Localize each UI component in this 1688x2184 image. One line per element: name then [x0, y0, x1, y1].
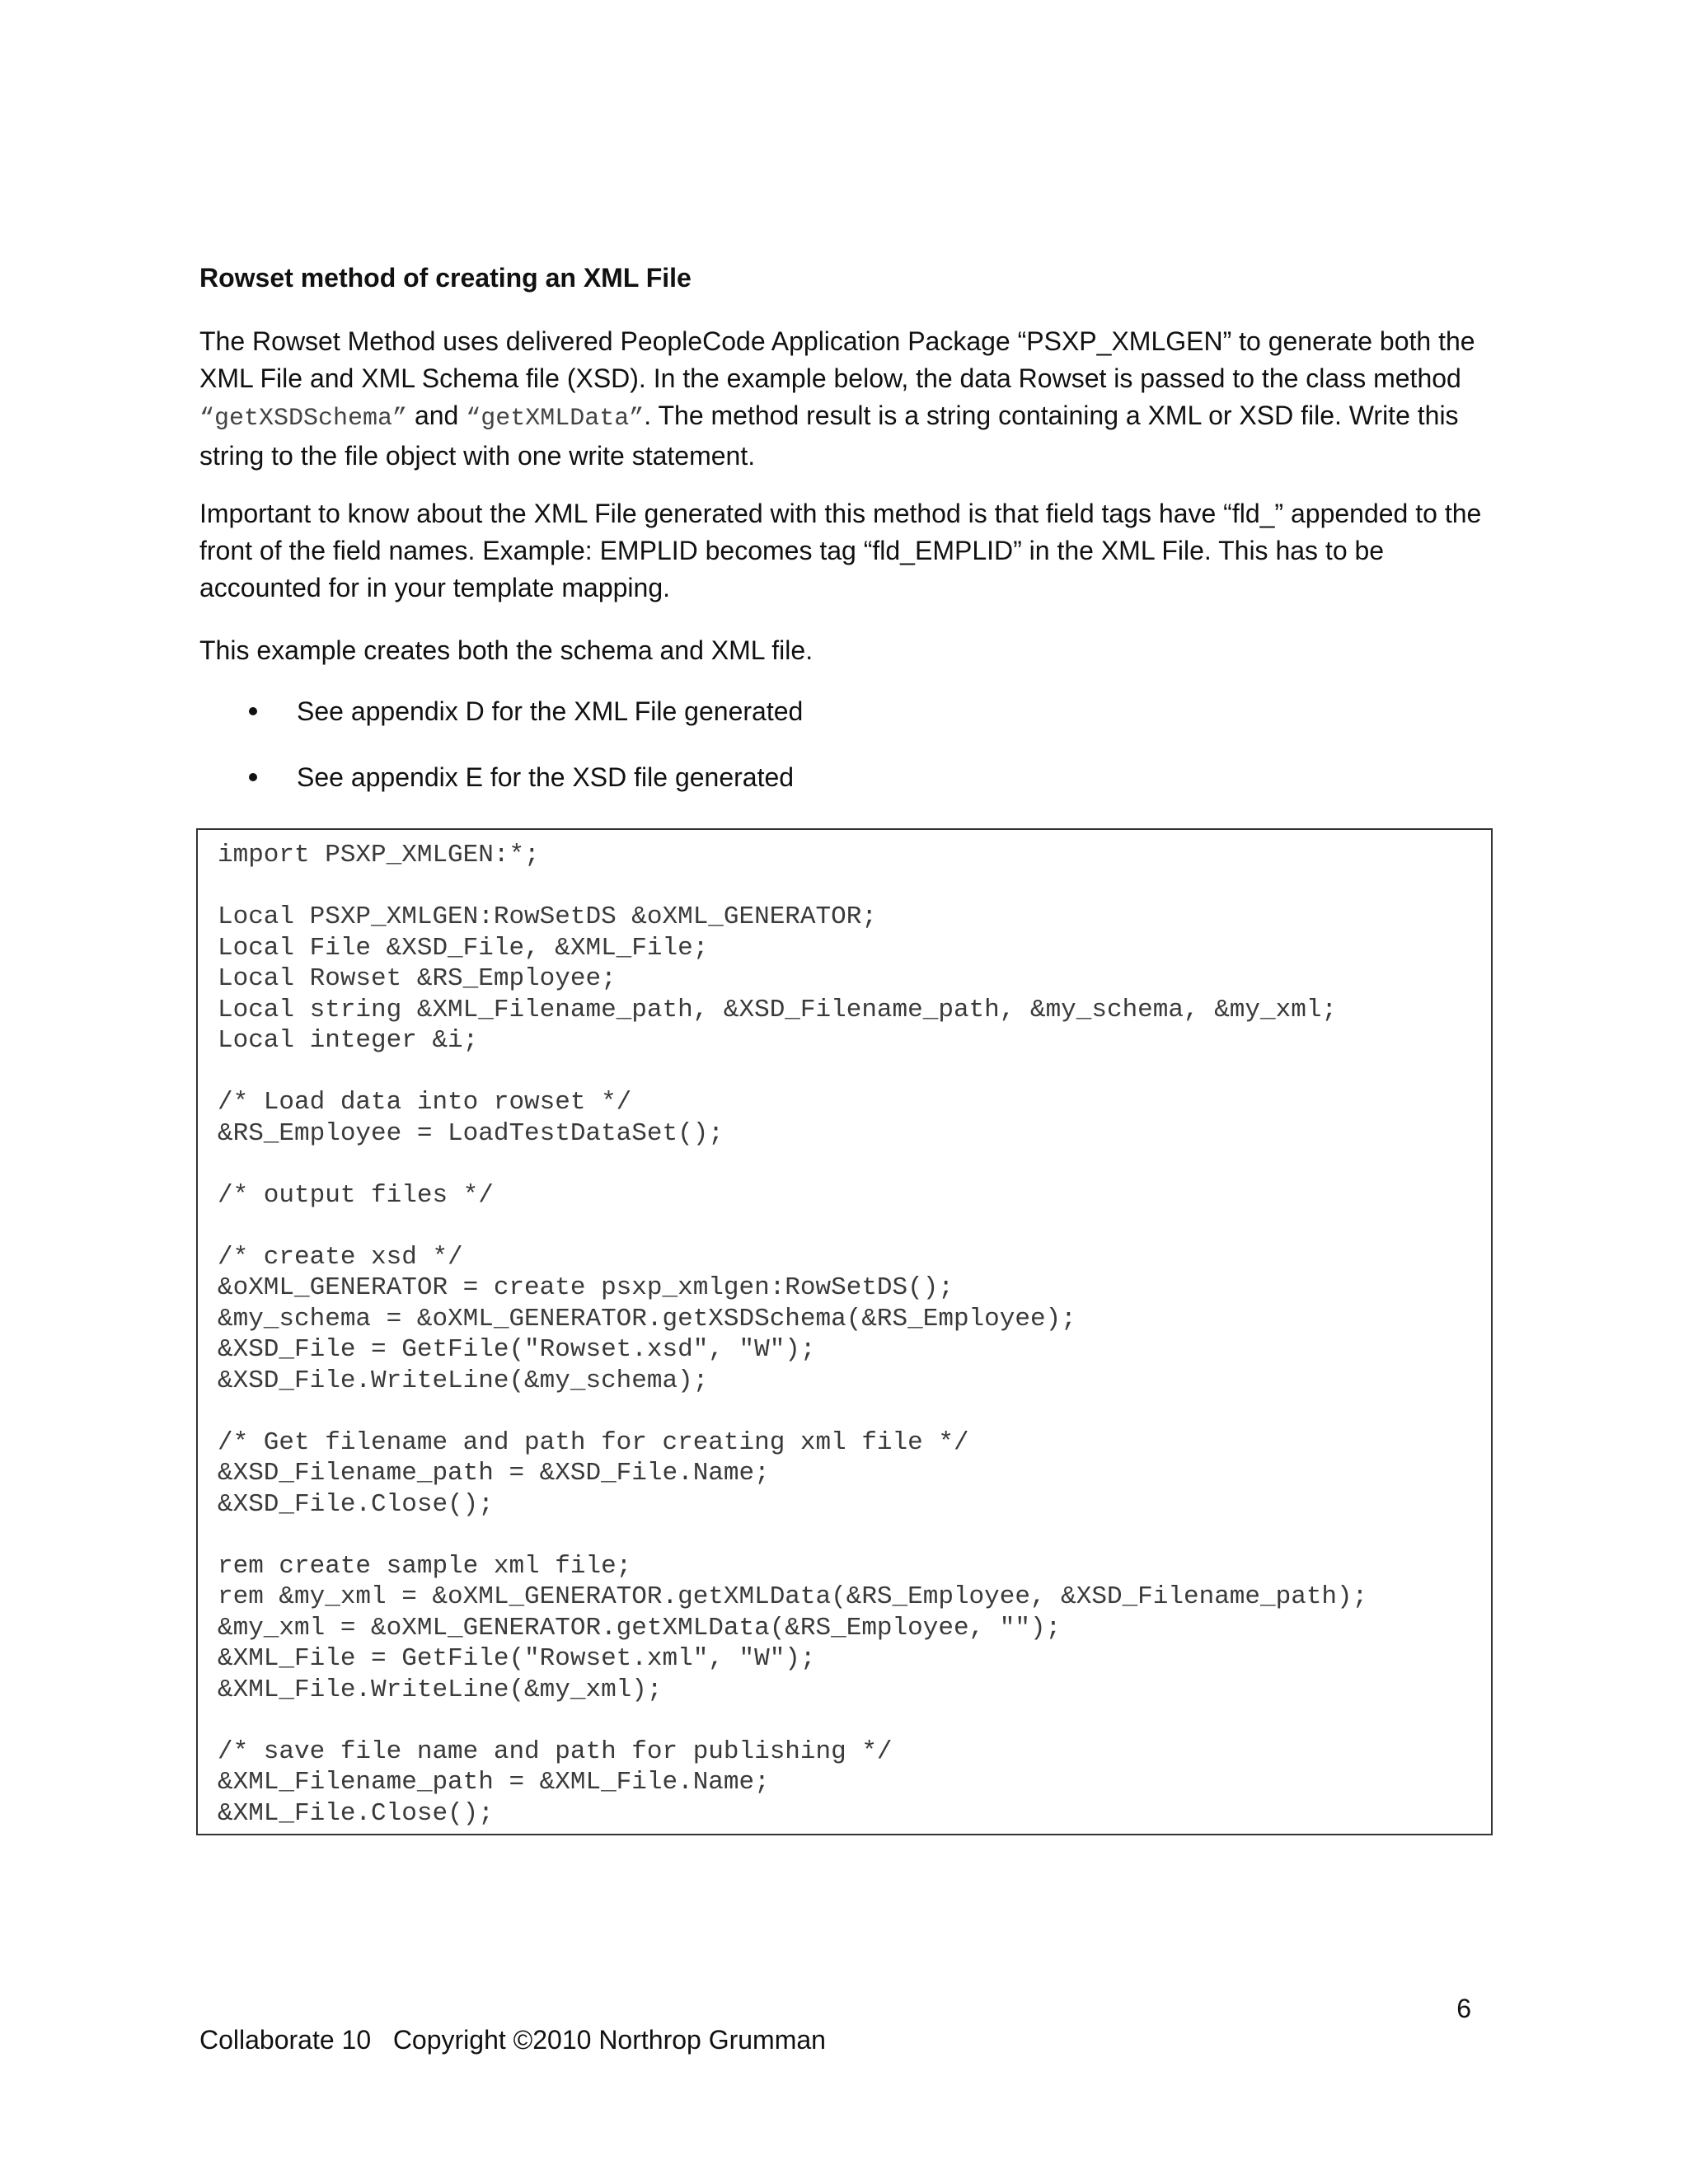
code-line: /* Get filename and path for creating xml file */ [218, 1427, 969, 1457]
list-item [199, 761, 803, 794]
intro-text-b: and [407, 401, 467, 430]
code-line: &XML_File.WriteLine(&my_xml); [218, 1675, 663, 1704]
appendix-list [199, 695, 803, 827]
code-line [218, 1057, 1471, 1088]
bullet-icon [249, 707, 257, 715]
code-line: import PSXP_XMLGEN:*; [218, 841, 540, 869]
code-line: Local File &XSD_File, &XML_File; [218, 933, 709, 963]
code-line: &oXML_GENERATOR = create psxp_xmlgen:RowSetDS(); [218, 1273, 954, 1302]
code-line [218, 1520, 1471, 1551]
code-line: /* Load data into rowset */ [218, 1088, 632, 1117]
list-item-text: See appendix E for the XSD file generated [297, 762, 795, 792]
code-line: &my_schema = &oXML_GENERATOR.getXSDSchema(&RS_Employee); [218, 1304, 1076, 1333]
code-listing [196, 828, 1493, 1835]
code-line: rem &my_xml = &oXML_GENERATOR.getXMLData(&RS_Employee, &XSD_Filename_path); [218, 1582, 1368, 1611]
code-line: Local PSXP_XMLGEN:RowSetDS &oXML_GENERATOR; [218, 902, 877, 931]
field-tag-paragraph: Important to know about the XML File generated with this method is that field tags have “fld_” appended to the front of the field names. Example: EMPLID becomes tag “fld_EMPLID” in the XML File. This has to be accounted for in your template mapping. [199, 499, 1482, 602]
code-line: &XML_File = GetFile("Rowset.xml", "W"); [218, 1644, 816, 1673]
code-line [218, 1396, 1471, 1427]
intro-paragraph [199, 323, 1502, 475]
code-line: &XSD_File.WriteLine(&my_schema); [218, 1366, 709, 1395]
section-heading: Rowset method of creating an XML File [199, 263, 692, 293]
code-line: /* create xsd */ [218, 1242, 463, 1272]
code-line [218, 1211, 1471, 1242]
intro-text-a: The Rowset Method uses delivered PeopleCode Application Package “PSXP_XMLGEN” to generate both the XML File and XML Schema file (XSD). In the example below, the data Rowset is passed to the class method [199, 326, 1475, 393]
bullet-icon [249, 773, 257, 781]
code-line: &XML_File.Close(); [218, 1798, 494, 1828]
intro-text-c: . The method result is a string containing a XML or XSD file. Write this string to the file object with one write statement. [199, 401, 1459, 471]
page-footer: Collaborate 10 Copyright ©2010 Northrop Grumman [199, 2025, 826, 2055]
code-line: &XSD_File.Close(); [218, 1489, 494, 1519]
list-item-text: See appendix D for the XML File generated [297, 696, 804, 726]
code-line: Local integer &i; [218, 1026, 479, 1055]
code-line: Local string &XML_Filename_path, &XSD_Filename_path, &my_schema, &my_xml; [218, 995, 1338, 1024]
code-line: /* output files */ [218, 1180, 494, 1210]
code-line: Local Rowset &RS_Employee; [218, 964, 617, 993]
code-line: rem create sample xml file; [218, 1551, 632, 1581]
example-paragraph: This example creates both the schema and XML file. [199, 635, 814, 665]
method-name-getxsdschema: “getXSDSchema” [199, 405, 408, 433]
method-name-getxmldata: “getXMLData” [466, 405, 645, 433]
code-line [218, 1705, 1471, 1736]
code-line: /* save file name and path for publishing */ [218, 1736, 893, 1766]
code-line: &XML_Filename_path = &XML_File.Name; [218, 1768, 770, 1797]
code-line: &my_xml = &oXML_GENERATOR.getXMLData(&RS_Employee, ""); [218, 1613, 1062, 1643]
code-line: &XSD_File = GetFile("Rowset.xsd", "W"); [218, 1335, 816, 1364]
code-line: &RS_Employee = LoadTestDataSet(); [218, 1118, 724, 1148]
code-line [218, 1149, 1471, 1180]
list-item [199, 695, 803, 728]
code-line: &XSD_Filename_path = &XSD_File.Name; [218, 1459, 770, 1488]
page-number: 6 [1456, 1994, 1471, 2023]
code-line [218, 871, 1471, 902]
